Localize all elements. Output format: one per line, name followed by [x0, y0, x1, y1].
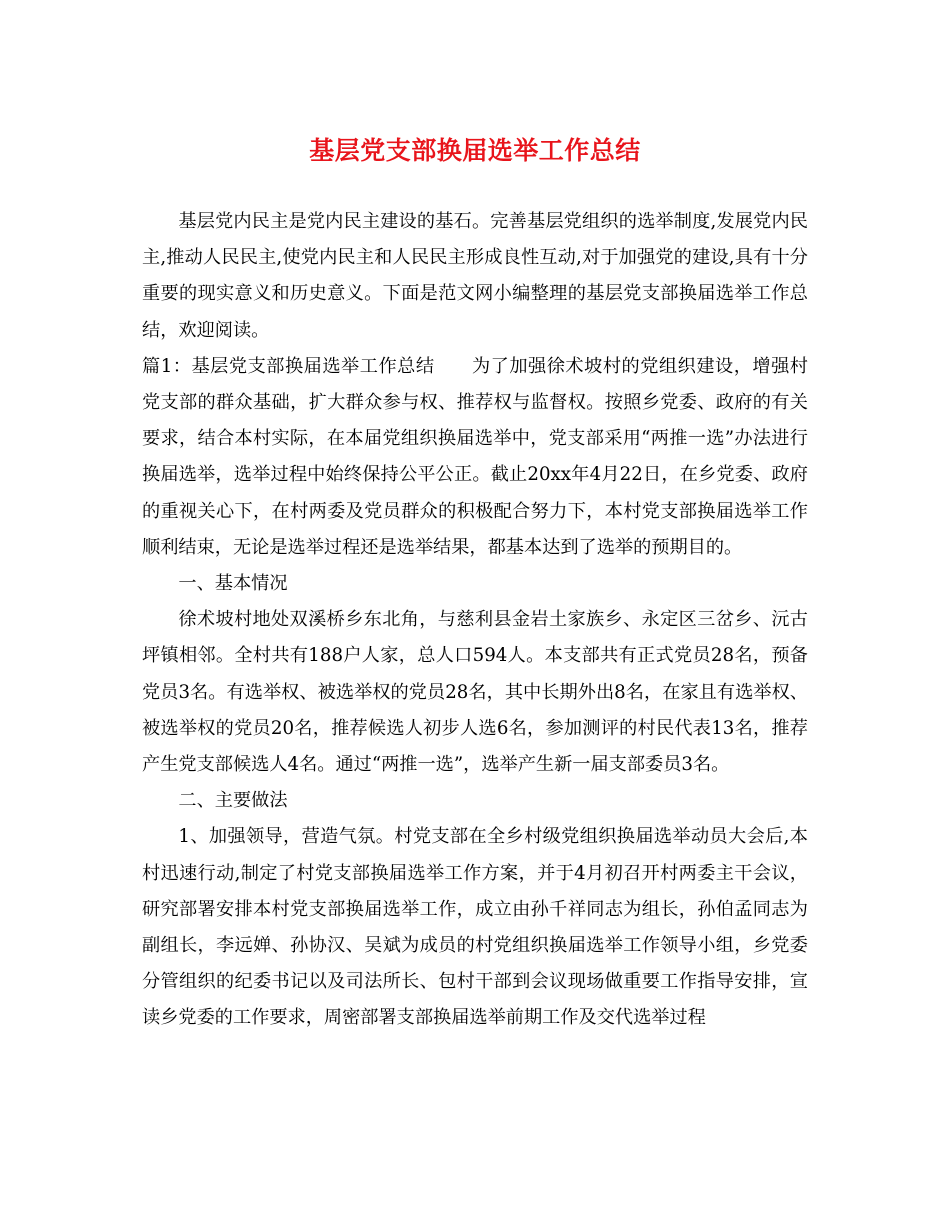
document-body [142, 204, 808, 1037]
section-heading-basic-situation: 一、基本情况 [178, 573, 288, 595]
paragraph-basic-situation: 徐术坡村地处双溪桥乡东北角，与慈利县金岩土家族乡、永定区三岔乡、沅古坪镇相邻。全村共有188户人家，总人口594人。本支部共有正式党员28名，预备党员3名。有选举权、被选举权的党员28名，其中长期外出8名，在家且有选举权、被选举权的党员20名，推荐候选人初步人选6名，参加测评的村民代表13名，推荐产生党支部候选人4名。通过“两推一选”，选举产生新一届支部委员3名。 [142, 609, 808, 776]
section-heading-main-practices: 二、主要做法 [178, 790, 288, 812]
paragraph-part1-opening: 篇1：基层党支部换届选举工作总结 为了加强徐术坡村的党组织建设，增强村党支部的群众基础，扩大群众参与权、推荐权与监督权。按照乡党委、政府的有关要求，结合本村实际，在本届党组织换届选举中，党支部采用“两推一选”办法进行换届选举，选举过程中始终保持公平公正。截止20xx年4月22日，在乡党委、政府的重视关心下，在村两委及党员群众的积极配合努力下，本村党支部换届选举工作顺利结束，无论是选举过程还是选举结果，都基本达到了选举的预期目的。 [142, 355, 808, 558]
paragraph-intro: 基层党内民主是党内民主建设的基石。完善基层党组织的选举制度,发展党内民主,推动人民民主,使党内民主和人民民主形成良性互动,对于加强党的建设,具有十分重要的现实意义和历史意义。下面是范文网小编整理的基层党支部换届选举工作总结，欢迎阅读。 [142, 211, 808, 341]
paragraph-main-practices-1: 1、加强领导，营造气氛。村党支部在全乡村级党组织换届选举动员大会后,本村迅速行动,制定了村党支部换届选举工作方案，并于4月初召开村两委主干会议，研究部署安排本村党支部换届选举工作，成立由孙千祥同志为组长，孙伯孟同志为副组长，李远婵、孙协汉、吴斌为成员的村党组织换届选举工作领导小组，乡党委分管组织的纪委书记以及司法所长、包村干部到会议现场做重要工作指导安排，宣读乡党委的工作要求，周密部署支部换届选举前期工作及交代选举过程 [142, 826, 808, 1029]
document-title: 基层党支部换届选举工作总结 [309, 136, 641, 165]
